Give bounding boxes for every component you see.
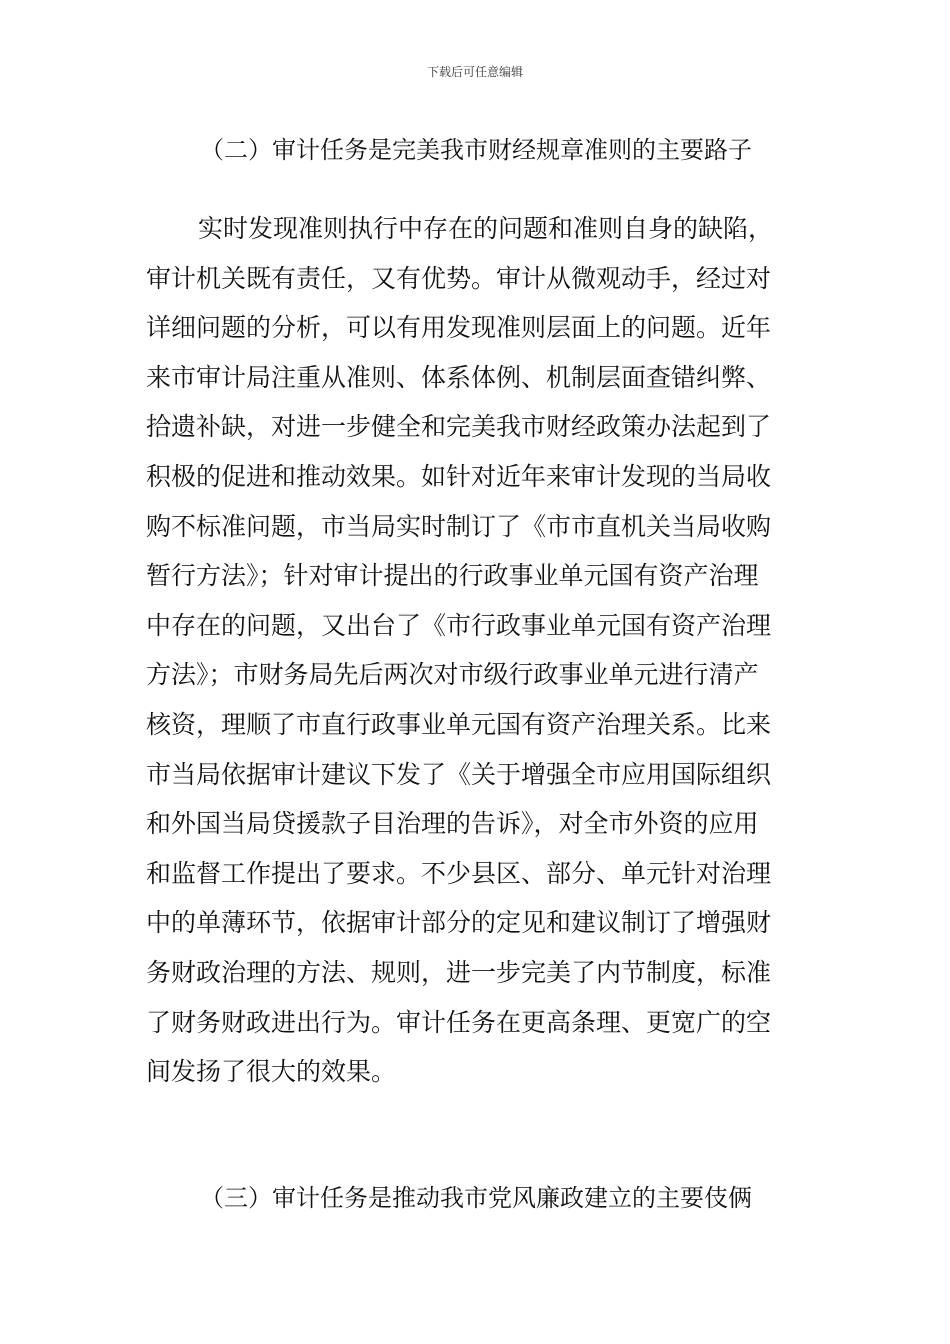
paragraph-line: 和监督工作提出了要求。不少县区、部分、单元针对治理 xyxy=(146,858,772,888)
paragraph-line: 实时发现准则执行中存在的问题和准则自身的缺陷， xyxy=(198,214,774,243)
section-heading: （三）审计任务是推动我市党风廉政建立的主要伎俩 xyxy=(200,1184,752,1212)
paragraph-line: 来市审计局注重从准则、体系体例、机制层面查错纠弊、 xyxy=(146,362,772,392)
paragraph-line: 和外国当局贷援款子目治理的告诉》，对全市外资的应用 xyxy=(146,809,759,839)
paragraph-line: 中存在的问题，又出台了《市行政事业单元国有资产治理 xyxy=(146,610,772,640)
paragraph-line: 核资，理顺了市直行政事业单元国有资产治理关系。比来 xyxy=(146,709,772,739)
section-heading: （二）审计任务是完美我市财经规章准则的主要路子 xyxy=(200,136,752,164)
paragraph-line: 务财政治理的方法、规则，进一步完美了内节制度，标准 xyxy=(146,957,772,987)
paragraph-line: 拾遗补缺，对进一步健全和完美我市财经政策办法起到了 xyxy=(146,412,772,442)
paragraph-line: 详细问题的分析，可以有用发现准则层面上的问题。近年 xyxy=(146,313,772,343)
page-header: 下载后可任意编辑 xyxy=(426,65,523,79)
paragraph-line: 购不标准问题，市当局实时制订了《市市直机关当局收购 xyxy=(146,511,772,541)
paragraph-line: 积极的促进和推动效果。如针对近年来审计发现的当局收 xyxy=(146,461,772,491)
paragraph-line: 方法》；市财务局先后两次对市级行政事业单元进行清产 xyxy=(146,660,759,690)
paragraph-line: 市当局依据审计建议下发了《关于增强全市应用国际组织 xyxy=(146,759,772,789)
paragraph-line: 审计机关既有责任，又有优势。审计从微观动手，经过对 xyxy=(146,263,772,293)
paragraph-line: 间发扬了很大的效果。 xyxy=(146,1057,397,1087)
paragraph-line: 了财务财政进出行为。审计任务在更高条理、更宽广的空 xyxy=(146,1007,772,1037)
body-paragraph xyxy=(146,204,816,1097)
paragraph-line: 中的单薄环节，依据审计部分的定见和建议制订了增强财 xyxy=(146,908,772,938)
paragraph-line: 暂行方法》；针对审计提出的行政事业单元国有资产治理 xyxy=(146,561,759,591)
